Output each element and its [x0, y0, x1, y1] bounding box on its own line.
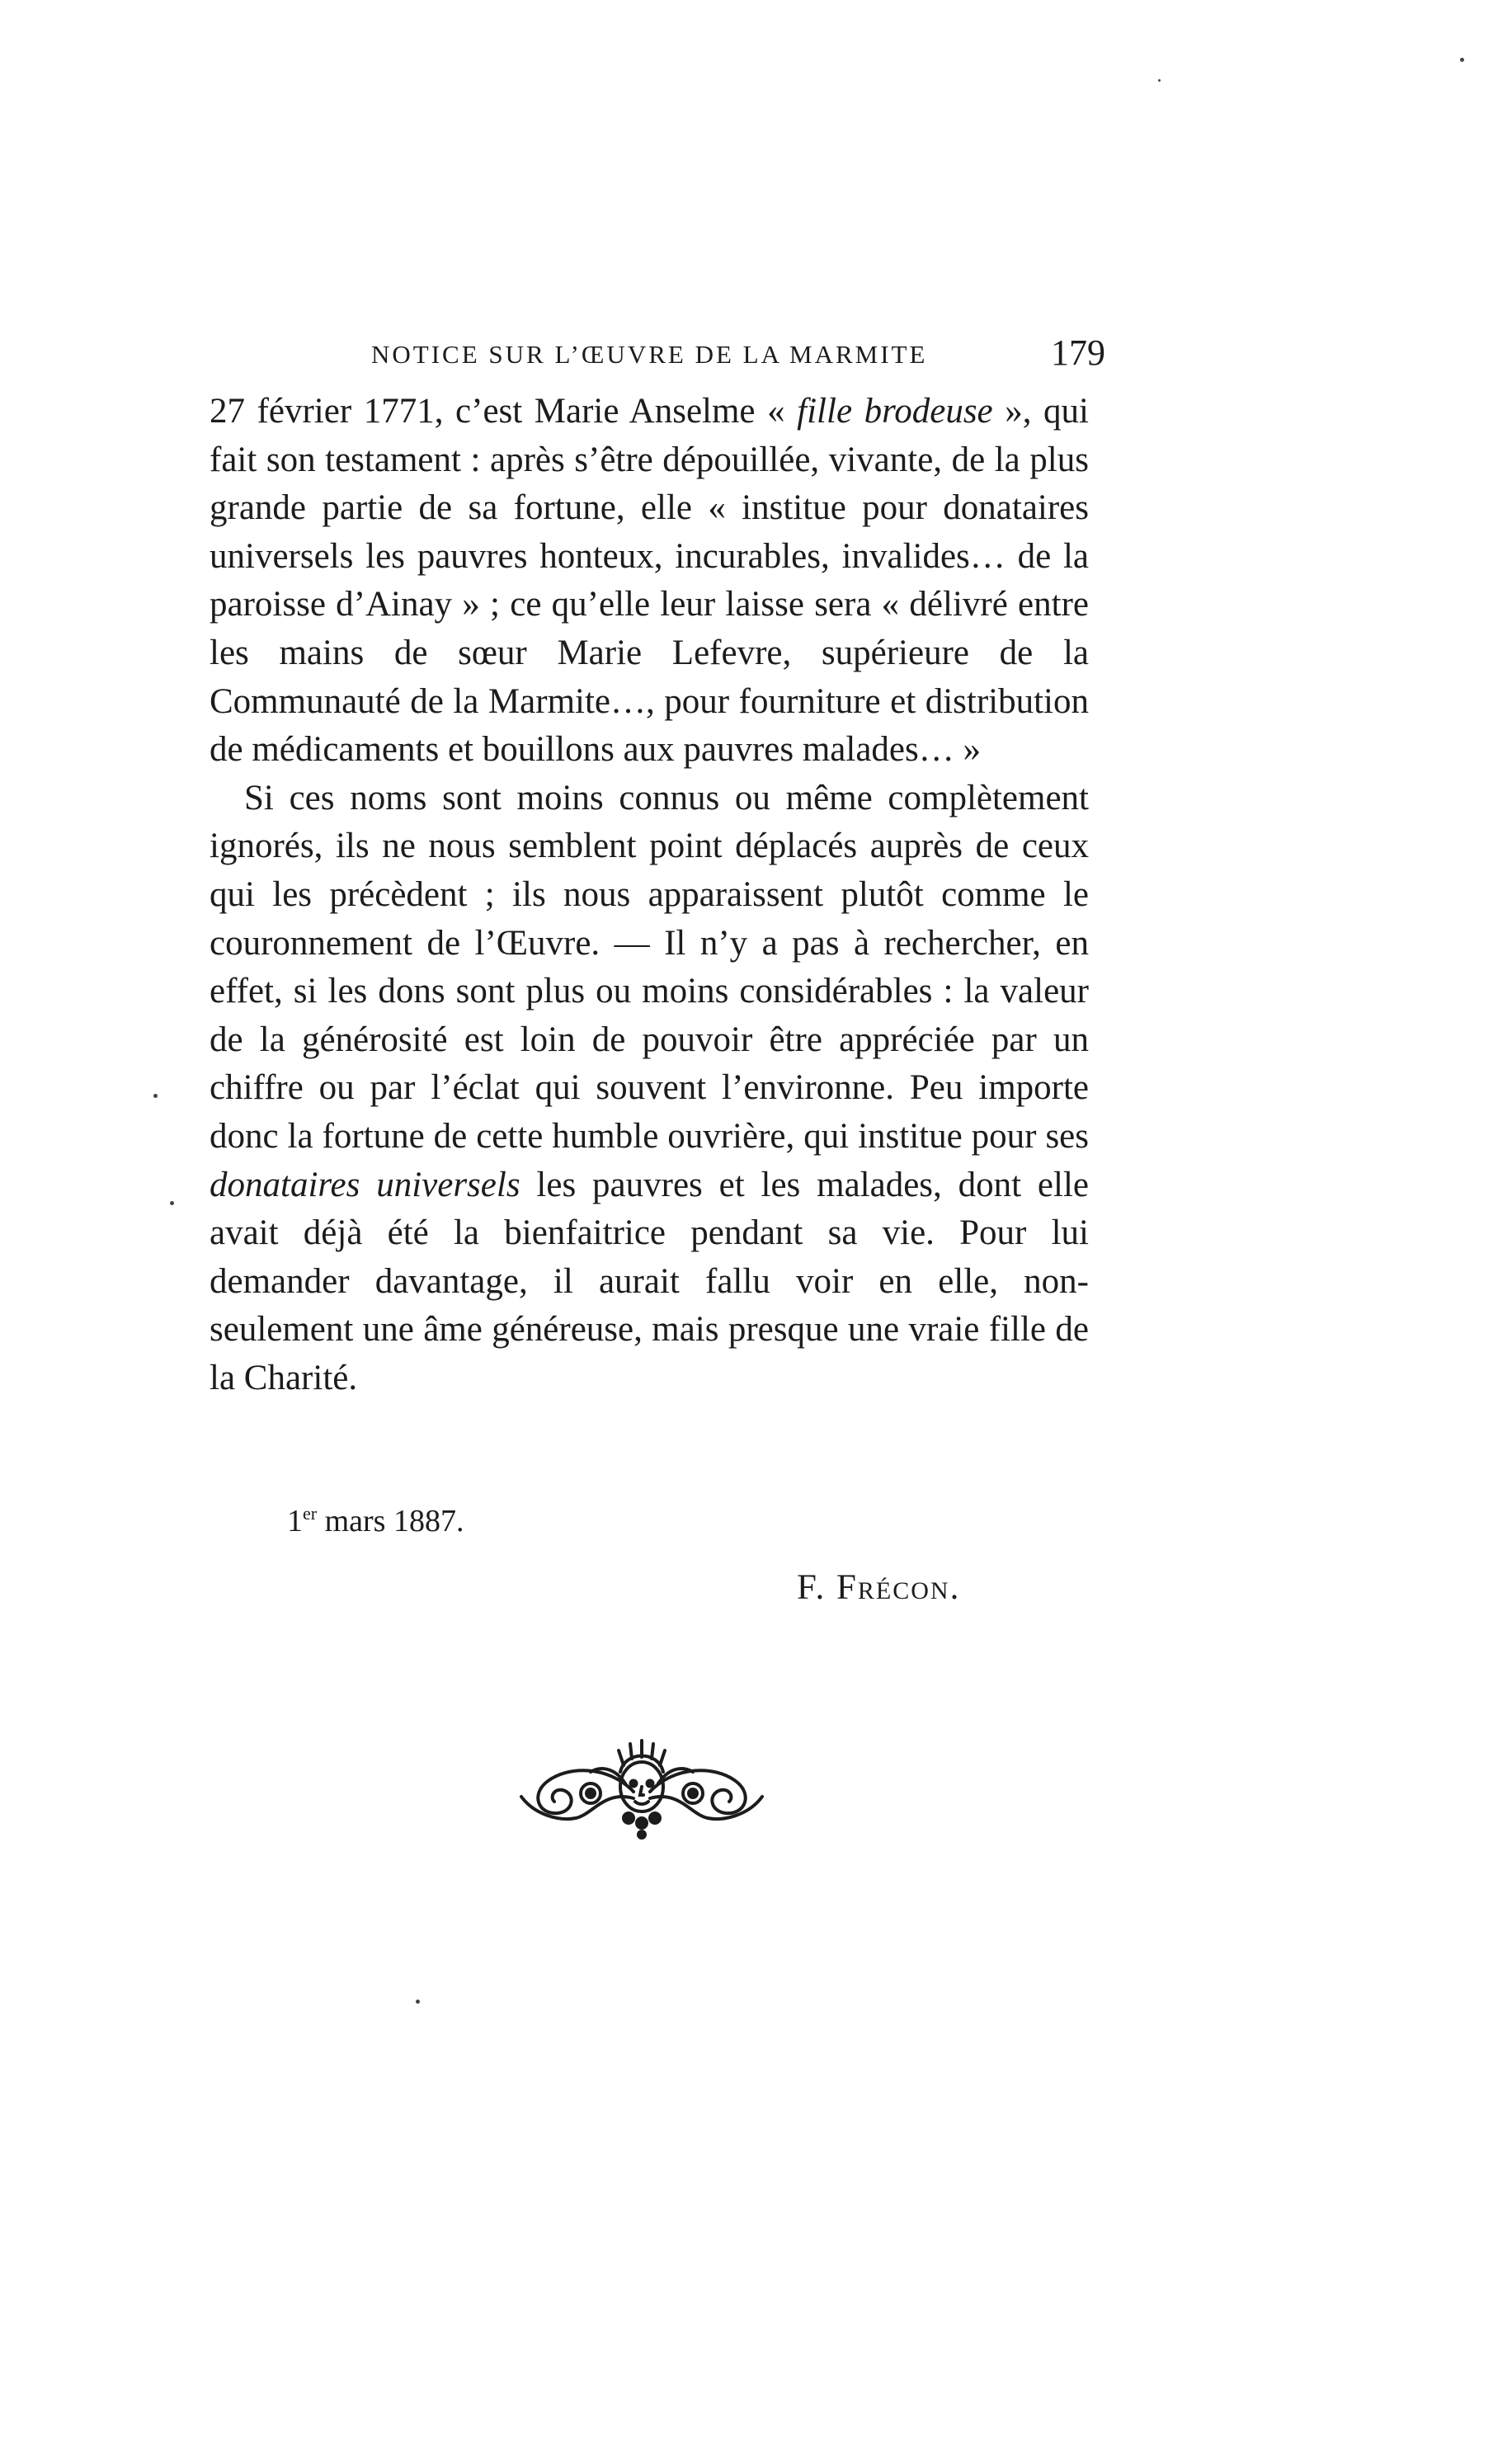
date-ordinal: er — [303, 1503, 318, 1524]
paragraph-1-italic: fille brodeuse — [797, 392, 993, 431]
running-title: NOTICE SUR L’ŒUVRE DE LA MARMITE — [371, 340, 928, 369]
scan-speck — [1158, 79, 1161, 82]
paragraph-2-italic: donataires universels — [210, 1165, 520, 1204]
date-day: 1 — [287, 1504, 303, 1538]
paragraph-1 — [210, 388, 1089, 775]
scan-speck — [1460, 58, 1464, 62]
signature-name — [797, 1567, 960, 1608]
running-head — [363, 332, 1122, 378]
signature-surname-end: . — [949, 1568, 961, 1607]
scan-speck — [170, 1201, 174, 1205]
signature-surname: Frécon — [836, 1568, 950, 1607]
scan-speck — [153, 1094, 158, 1098]
paragraph-2-part-b: les pauvres et les malades, dont elle avait déjà été la bienfaitrice pendant sa vie. Pour lui demander davantage, il aurait fallu voir en elle, non-seulement une âme généreuse, mais presque une vraie fille de la Charité. — [210, 1165, 1089, 1397]
signature-initial: F. — [797, 1568, 836, 1607]
paragraph-2-part-a: Si ces noms sont moins connus ou même complètement ignorés, ils ne nous semblent point déplacés auprès de ceux qui les précèdent ; ils nous apparaissent plutôt comme le couronnement de l’Œuvre. — Il n’y a pas à rechercher, en effet, si les dons sont plus ou moins considérables : la valeur de la générosité est loin de pouvoir être appréciée par un chiffre ou par l’éclat qui souvent l’environne. Peu importe donc la fortune de cette humble ouvrière, qui institue pour ses — [210, 778, 1089, 1156]
paragraph-2 — [210, 775, 1089, 1403]
signature-date — [287, 1503, 464, 1539]
page-number: 179 — [1051, 332, 1105, 373]
paragraph-1-part-b: », qui fait son testament : après s’être dépouillée, vivante, de la plus grande partie de sa fortune, elle « institue pour donataires universels les pauvres honteux, incurables, invalides… de la paroisse d’Ainay » ; ce qu’elle leur laisse sera « délivré entre les mains de sœur Marie Lefevre, supérieure de la Communauté de la Marmite…, pour fourniture et distribution de médicaments et bouillons aux pauvres malades… » — [210, 392, 1089, 770]
scan-speck — [416, 2000, 420, 2004]
paragraph-1-part-a: 27 février 1771, c’est Marie Anselme « — [210, 392, 798, 431]
body-text — [210, 388, 1089, 1402]
date-rest: mars 1887. — [317, 1504, 464, 1538]
cul-de-lampe-ornament-icon — [510, 1732, 774, 1840]
